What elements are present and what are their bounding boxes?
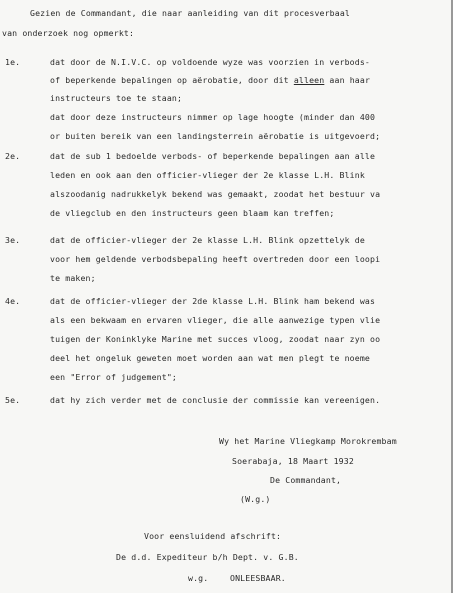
signature-date: Soerabaja, 18 Maart 1932 <box>232 456 354 466</box>
item-1-line-2-text: of beperkende bepalingen op aërobatie, door dit <box>50 75 289 85</box>
item-2-line-1: dat de sub 1 bedoelde verbods- of beperkende bepalingen aan alle <box>50 151 376 161</box>
item-1-underlined-word: alleen <box>293 75 325 85</box>
item-1-line-1: dat door de N.I.V.C. op voldoende wyze was voorzien in verbods- <box>50 57 370 67</box>
item-number-4: 4e. <box>5 296 21 306</box>
item-4-line-1: dat de officier-vlieger der 2de klasse L.H. Blink ham bekend was <box>50 296 376 306</box>
item-3-line-1: dat de officier-vlieger der 2e klasse L.H. Blink opzettelyk de <box>50 235 365 245</box>
item-1-line-4: dat door deze instructeurs nimmer op lage hoogte (minder dan 400 <box>50 112 376 122</box>
closing-illegible: ONLEESBAAR. <box>230 573 286 583</box>
item-number-2: 2e. <box>5 151 21 161</box>
item-4-line-4: deel het ongeluk geweten moet worden aan wat men plegt te noeme <box>50 353 370 363</box>
item-1-line-2 <box>50 75 370 86</box>
item-3-line-2: voor hem geldende verbodsbepaling heeft overtreden door een loopi <box>50 254 381 264</box>
item-2-line-4: de vliegclub en den instructeurs geen blaam kan treffen; <box>50 208 335 218</box>
item-4-line-5: een "Error of judgement"; <box>50 372 177 382</box>
item-2-line-2: leden en ook aan den officier-vlieger der 2e klasse L.H. Blink <box>50 170 365 180</box>
item-4-line-2: als een bekwaam en ervaren vlieger, die alle aanwezige typen vlie <box>50 315 381 325</box>
signature-place: Wy het Marine Vliegkamp Morokrembam <box>219 436 397 446</box>
item-number-3: 3e. <box>5 235 21 245</box>
item-1-line-5: or buiten bereik van een landingsterrein aërobatie is uitgevoerd; <box>50 131 381 141</box>
closing-line-1: Voor eensluidend afschrift: <box>144 531 282 541</box>
item-1-line-2-tail: aan haar <box>329 75 371 85</box>
closing-line-2: De d.d. Expediteur b/h Dept. v. G.B. <box>116 552 299 562</box>
signature-title: De Commandant, <box>270 475 342 485</box>
item-5-line-1: dat hy zich verder met de conclusie der commissie kan vereenigen. <box>50 395 381 405</box>
closing-wg: w.g. <box>188 573 209 583</box>
item-2-line-3: alszoodanig nadrukkelyk bekend was gemaakt, zoodat het bestuur va <box>50 189 381 199</box>
item-4-line-3: tuigen der Koninklyke Marine met succes vloog, zoodat naar zyn oo <box>50 334 381 344</box>
item-number-5: 5e. <box>5 395 21 405</box>
item-3-line-3: te maken; <box>50 273 96 283</box>
signature-signed: (W.g.) <box>240 494 271 504</box>
intro-line-1: Gezien de Commandant, die naar aanleiding van dit procesverbaal <box>30 8 350 18</box>
item-1-line-3: instructeurs toe te staan; <box>50 93 183 103</box>
item-number-1: 1e. <box>5 57 21 67</box>
intro-line-2: van onderzoek nog opmerkt: <box>2 28 135 38</box>
